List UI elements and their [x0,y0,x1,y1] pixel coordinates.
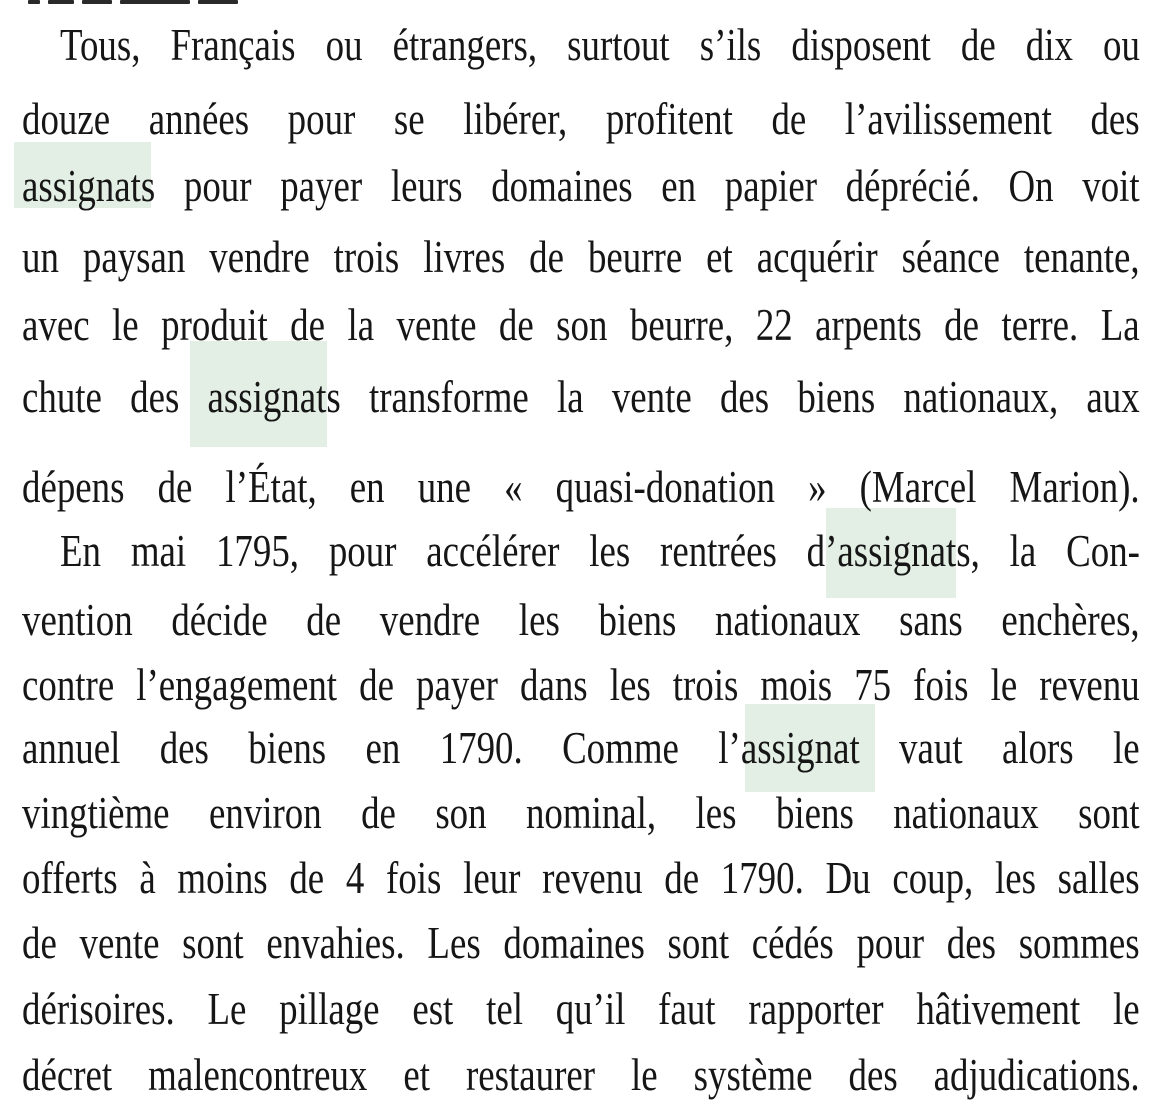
text-line-2: douze années pour se libérer, profitent de l’avilissement des [22,94,1140,144]
text-line-4: un paysan vendre trois livres de beurre et acquérir séance tenante, [22,232,1140,282]
text-line-15: dérisoires. Le pillage est tel qu’il faut rapporter hâtivement le [22,984,1140,1034]
text-line-5: avec le produit de la vente de son beurre, 22 arpents de terre. La [22,300,1140,350]
text-line-11: annuel des biens en 1790. Comme l’assignat vaut alors le [22,723,1140,773]
text-line-8: En mai 1795, pour accélérer les rentrées d’assignats, la Con- [60,526,1140,576]
text-line-13: offerts à moins de 4 fois leur revenu de 1790. Du coup, les salles [22,853,1140,903]
text-line-3: assignats pour payer leurs domaines en papier déprécié. On voit [22,161,1140,211]
text-line-9: vention décide de vendre les biens nationaux sans enchères, [22,595,1140,645]
cut-off-previous-line [28,0,258,10]
text-line-14: de vente sont envahies. Les domaines sont cédés pour des sommes [22,918,1140,968]
text-line-12: vingtième environ de son nominal, les biens nationaux sont [22,788,1140,838]
text-line-10: contre l’engagement de payer dans les trois mois 75 fois le revenu [22,660,1140,710]
text-line-1: Tous, Français ou étrangers, surtout s’ils disposent de dix ou [60,20,1140,70]
text-line-16: décret malencontreux et restaurer le système des adjudications. [22,1050,1140,1100]
text-line-6: chute des assignats transforme la vente des biens nationaux, aux [22,372,1140,422]
text-line-7: dépens de l’État, en une « quasi-donation » (Marcel Marion). [22,462,1140,512]
